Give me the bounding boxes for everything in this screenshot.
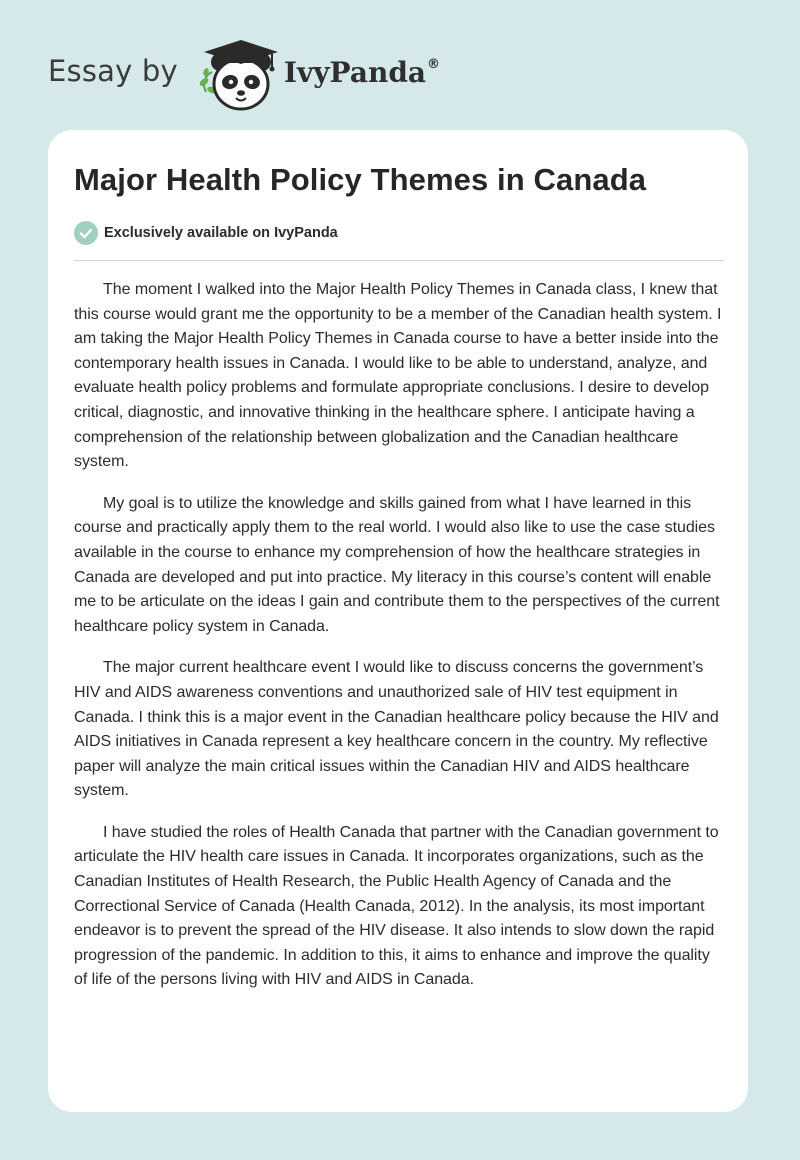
site-header	[48, 34, 440, 114]
brand-label: IvyPanda	[283, 55, 427, 89]
essay-by-label: Essay by	[48, 54, 178, 88]
page-title: Major Health Policy Themes in Canada	[74, 162, 647, 197]
panda-graduate-icon[interactable]	[192, 34, 288, 114]
brand-name[interactable]	[284, 56, 440, 89]
exclusive-label: Exclusively available on IvyPanda	[104, 225, 338, 241]
essay-card	[48, 130, 748, 1112]
paragraph: I have studied the roles of Health Canada that partner with the Canadian government to articulate the HIV health care issues in Canada. It incorporates organizations, such as the Canadian Institutes of Health Research, the Public Health Agency of Canada and the Correctional Service of Canada (Health Canada, 2012). In the analysis, its most important endeavor is to prevent the spread of the HIV disease. It also intends to slow down the rapid progression of the pandemic. In addition to this, it aims to enhance and improve the quality of life of the persons living with HIV and AIDS in Canada.	[74, 823, 719, 989]
paragraph: The moment I walked into the Major Health Policy Themes in Canada class, I knew that this course would grant me the opportunity to be a member of the Canadian health system. I am taking the Major Health Policy Themes in Canada course to have a better inside into the contemporary health issues in Canada. I would like to be able to understand, analyze, and evaluate health policy problems and formulate appropriate conclusions. I desire to develop critical, diagnostic, and innovative thinking in the healthcare sphere. I anticipate having a comprehension of the relationship between globalization and the Canadian healthcare system.	[74, 281, 722, 471]
paragraph: The major current healthcare event I would like to discuss concerns the government’s HIV and AIDS awareness conventions and unauthorized sale of HIV test equipment in Canada. I think this is a major event in the Canadian healthcare policy because the HIV and AIDS initiatives in Canada represent a key healthcare concern in the country. My reflective paper will analyze the main critical issues within the Canadian HIV and AIDS healthcare system.	[74, 659, 719, 800]
registered-mark: ®	[427, 56, 441, 72]
divider	[74, 260, 724, 261]
exclusive-badge	[74, 221, 338, 245]
essay-body	[74, 278, 726, 1010]
paragraph: My goal is to utilize the knowledge and skills gained from what I have learned in this course and practically apply them to the real world. I would also like to use the case studies available in the course to enhance my comprehension of how the healthcare strategies in Canada are developed and put into practice. My literacy in this course’s content will enable me to be articulate on the ideas I gain and contribute them to the perspectives of the current healthcare policy system in Canada.	[74, 494, 720, 635]
check-circle-icon	[74, 221, 98, 245]
